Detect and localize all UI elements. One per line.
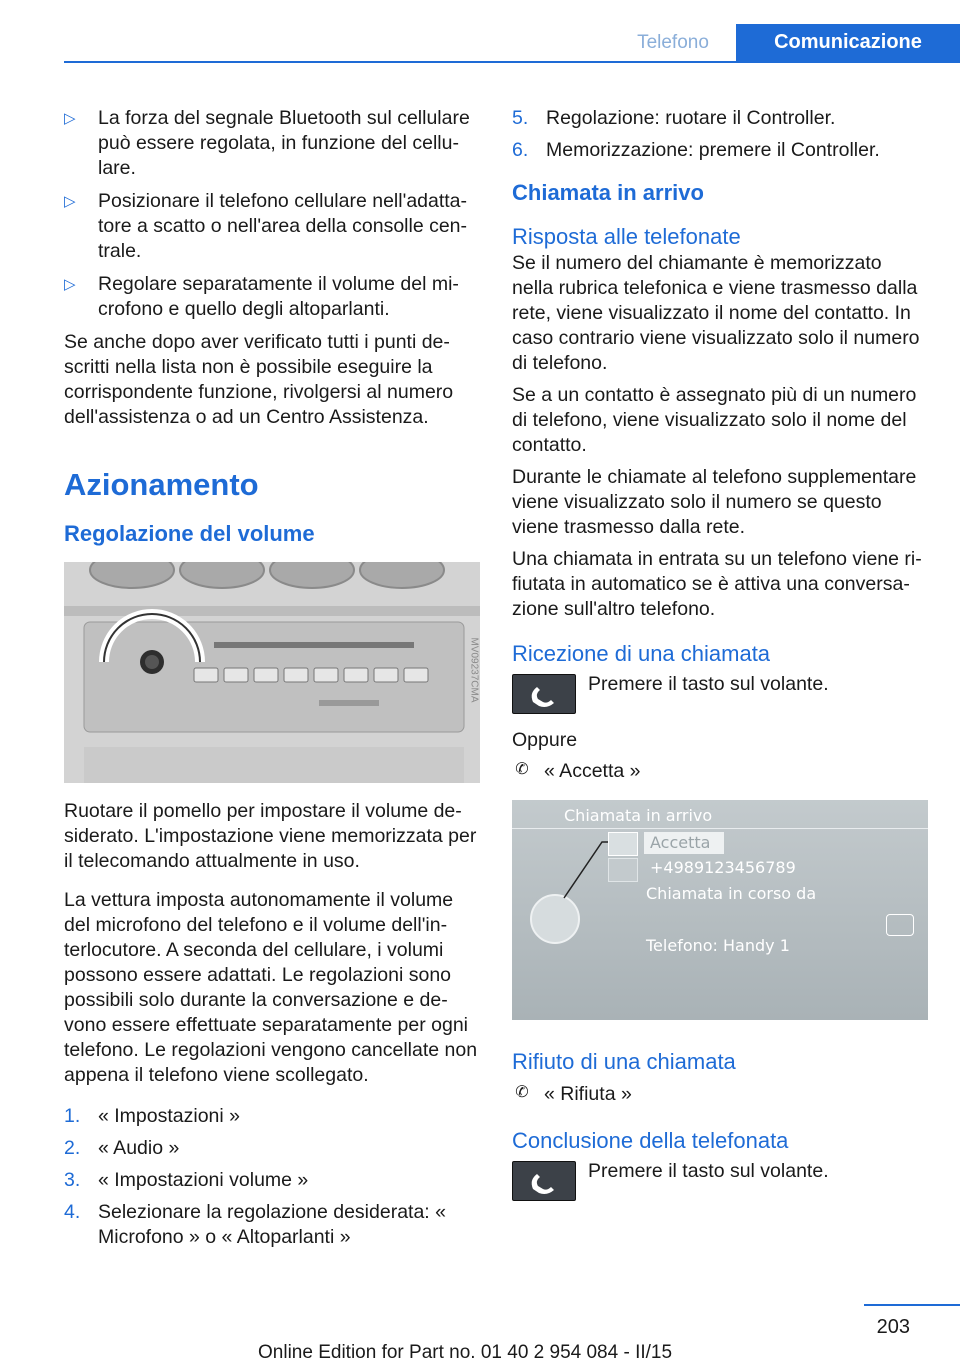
edition-note: Online Edition for Part no. 01 40 2 954 084 - II/15 bbox=[258, 1342, 673, 1363]
page-number: 203 bbox=[876, 1316, 910, 1338]
phone-name: Telefono: Handy 1 bbox=[646, 936, 790, 955]
bullet-triangle-icon: ▷ bbox=[64, 110, 76, 127]
left-column bbox=[64, 106, 480, 1257]
steps-list bbox=[64, 1104, 480, 1250]
footer-rule bbox=[864, 1304, 960, 1306]
idrive-screen bbox=[512, 800, 928, 1020]
bullet-triangle-icon: ▷ bbox=[64, 193, 76, 210]
accept-label: « Accetta » bbox=[544, 760, 641, 782]
image-code: MV09237CMA bbox=[468, 637, 480, 703]
paragraph: Se il numero del chiamante è memorizzato nella rubrica telefonica e viene trasmesso dalla rete, viene visualizzato il nome del contatto. In caso contrario viene visualizzato solo il numero di telefono. bbox=[512, 252, 920, 374]
paragraph: Oppure bbox=[512, 729, 578, 751]
callout-line bbox=[512, 800, 928, 1020]
paragraph: Durante le chiamate al telefono supplementare viene visualizzato solo il numero se questo viene trasmesso dalla rete. bbox=[512, 466, 917, 538]
phone-button-icon bbox=[512, 674, 576, 714]
caller-number: +4989123456789 bbox=[650, 858, 796, 877]
instruction-text: Premere il tasto sul volante. bbox=[588, 673, 829, 695]
dashboard-illustration bbox=[64, 562, 480, 783]
phone-button-icon bbox=[512, 1161, 576, 1201]
instruction-text: Premere il tasto sul volante. bbox=[588, 1160, 829, 1182]
page-header bbox=[0, 24, 960, 62]
call-status: Chiamata in corso da bbox=[646, 884, 817, 903]
section-title: Azionamento bbox=[64, 467, 259, 502]
subsection-title: Chiamata in arrivo bbox=[512, 180, 704, 205]
phone-handset-icon: ✆ bbox=[515, 761, 529, 778]
header-section: Telefono bbox=[637, 32, 709, 53]
subsection-title: Regolazione del volume bbox=[64, 521, 315, 546]
header-rule bbox=[64, 61, 960, 63]
right-column bbox=[512, 106, 928, 1201]
list-item: 5. Regolazione: ruotare il Controller. bbox=[512, 107, 836, 129]
paragraph: Se a un contatto è assegnato più di un numero di telefono, viene visualizzato solo il nome del contatto. bbox=[512, 384, 917, 456]
steering-button-row bbox=[512, 674, 928, 714]
sub-subsection-title: Risposta alle telefonate bbox=[512, 224, 741, 249]
list-item: 4. Selezionare la regolazione desiderata: « Microfono » o « Altoparlanti » bbox=[64, 1201, 446, 1248]
list-item: 6. Memorizzazione: premere il Controller. bbox=[512, 139, 880, 161]
list-item: 3. « Impostazioni volume » bbox=[64, 1169, 309, 1191]
sub-subsection-title: Rifiuto di una chiamata bbox=[512, 1049, 736, 1074]
paragraph: Ruotare il pomello per impostare il volume de‐ siderato. L'impostazione viene memorizzata per il telecomando attualmente in uso. bbox=[64, 800, 477, 872]
list-item: 1. « Impostazioni » bbox=[64, 1105, 240, 1127]
steering-button-row bbox=[512, 1161, 928, 1201]
paragraph: Una chiamata in entrata su un telefono viene ri‐ fiutata in automatico se è attiva una conversa‐ zione sull'altro telefono. bbox=[512, 548, 922, 620]
sub-subsection-title: Conclusione della telefonata bbox=[512, 1128, 789, 1153]
menu-icon[interactable] bbox=[886, 914, 914, 936]
bullet-item: ▷ Regolare separatamente il volume del mi‐ crofono e quello degli altoparlanti. bbox=[64, 273, 459, 320]
paragraph: Se anche dopo aver verificato tutti i punti de‐ scritti nella lista non è possibile eseguire la corrispondente funzione, rivolgersi al numero dell'assistenza o ad un Centro Assistenza. bbox=[64, 331, 454, 428]
volume-knob-image bbox=[64, 562, 480, 783]
accept-option[interactable]: Accetta bbox=[644, 832, 724, 854]
reject-row bbox=[512, 1082, 928, 1107]
bullet-triangle-icon: ▷ bbox=[64, 276, 76, 293]
bullet-item: ▷ Posizionare il telefono cellulare nell'adatta‐ tore a scatto o nell'area della consolle cen‐ trale. bbox=[64, 190, 468, 262]
list-item: 2. « Audio » bbox=[64, 1137, 180, 1159]
phone-hangup-icon: ✆ bbox=[515, 1084, 529, 1101]
screen-title: Chiamata in arrivo bbox=[564, 806, 713, 825]
sub-subsection-title: Ricezione di una chiamata bbox=[512, 641, 771, 666]
accept-row bbox=[512, 759, 928, 784]
header-chapter: Comunicazione bbox=[736, 24, 960, 63]
paragraph: La vettura imposta autonomamente il volume del microfono del telefono e il volume dell'in‐ terlocutore. A seconda del cellulare, i volumi possono essere adattati. Le regolazioni sono possibili solo durante la conversazione e de‐ vono essere effettuate separatamente per ogni telefono. Le regolazioni vengono cancellate non appena il telefono viene scollegato. bbox=[64, 889, 478, 1086]
reject-label: « Rifiuta » bbox=[544, 1083, 632, 1105]
bullet-item: ▷ La forza del segnale Bluetooth sul cellulare può essere regolata, in funzione del cellu‐ lare. bbox=[64, 107, 470, 179]
